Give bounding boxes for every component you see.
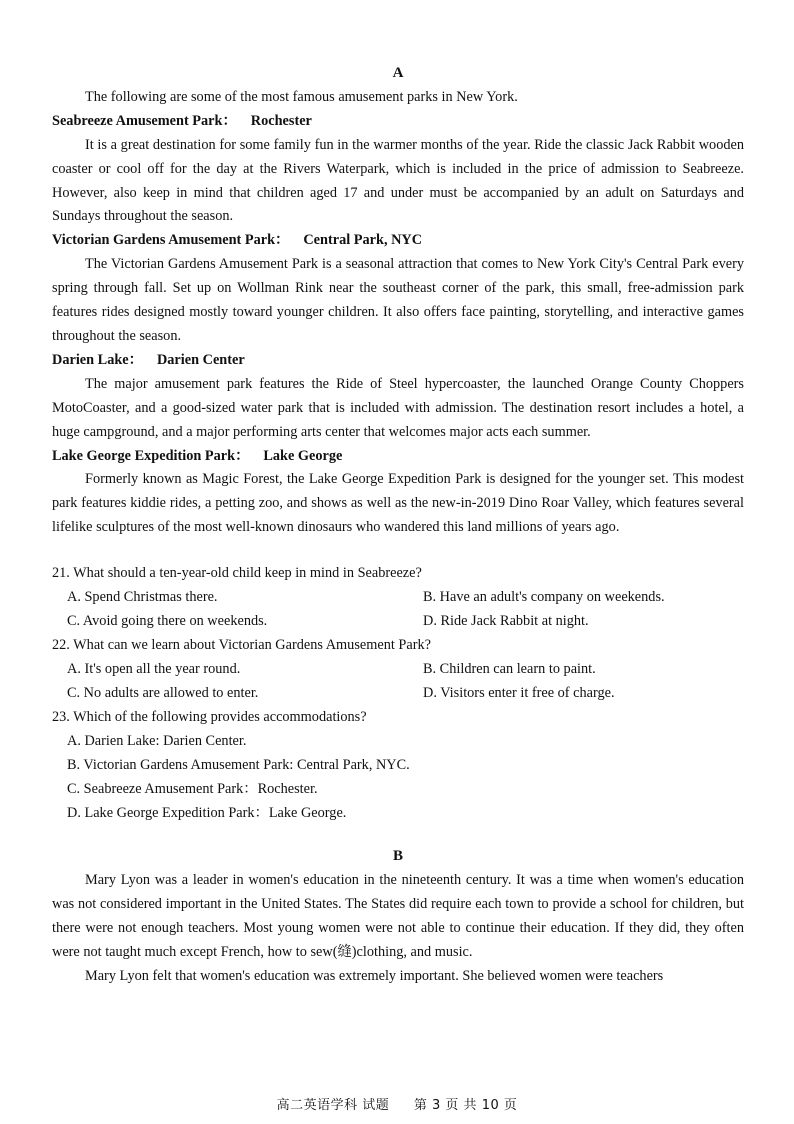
- option-a: A. Spend Christmas there.: [67, 589, 218, 606]
- park-description-darien: The major amusement park features the Ride of Steel hypercoaster, the launched Orange County Choppers MotoCoaster, and a good-sized water park that is included with admission. The destination resort includes a hotel, a huge campground, and a major performing arts center that welcomes major acts each summer.: [52, 375, 744, 440]
- park-location: Rochester: [250, 112, 312, 129]
- footer-subject: 高二英语学科 试题: [276, 1098, 390, 1113]
- option-c: C. Seabreeze Amusement Park：Rochester.: [67, 780, 318, 797]
- option-b: B. Have an adult's company on weekends.: [423, 589, 665, 606]
- park-name: Darien Lake：: [52, 351, 143, 368]
- park-name: Victorian Gardens Amusement Park：: [52, 232, 290, 249]
- option-d: D. Lake George Expedition Park：Lake George.: [67, 804, 347, 821]
- passage-b-paragraph: Mary Lyon felt that women's education was extremely important. She believed women were teachers: [85, 968, 664, 984]
- park-description-victorian: The Victorian Gardens Amusement Park is a seasonal attraction that comes to New York City's Central Park every spring through fall. Set up on Wollman Rink near the southeast corner of the park, this small, free-admission park features rides designed mostly toward younger children. It also offers face painting, storytelling, and interactive games throughout the season.: [52, 256, 744, 344]
- park-location: Lake George: [263, 447, 343, 464]
- option-b: B. Victorian Gardens Amusement Park: Central Park, NYC.: [67, 756, 410, 773]
- park-heading-seabreeze: [52, 110, 744, 134]
- intro-paragraph: The following are some of the most famous amusement parks in New York.: [85, 88, 518, 105]
- park-location: Darien Center: [156, 351, 245, 368]
- option-d: D. Visitors enter it free of charge.: [423, 684, 615, 701]
- options-row: [52, 610, 744, 634]
- question-23: 23. Which of the following provides accommodations?: [52, 708, 367, 725]
- options-row: [52, 682, 744, 706]
- park-heading-victorian: [52, 229, 744, 253]
- park-description-seabreeze: It is a great destination for some family fun in the warmer months of the year. Ride the classic Jack Rabbit wooden coaster or cool off for the day at the Rivers Waterpark, which is included in the price of admission to Seabreeze. However, also keep in mind that children aged 17 and under must be accompanied by an adult on Saturdays and Sundays throughout the season.: [52, 136, 744, 225]
- park-location: Central Park, NYC: [303, 232, 423, 249]
- options-row: [52, 586, 744, 610]
- question-21: 21. What should a ten-year-old child keep in mind in Seabreeze?: [52, 565, 422, 582]
- spacer: [52, 540, 744, 562]
- option-b: B. Children can learn to paint.: [423, 660, 596, 677]
- section-b-title: B: [392, 848, 403, 865]
- option-d: D. Ride Jack Rabbit at night.: [423, 613, 589, 630]
- option-c: C. No adults are allowed to enter.: [67, 684, 259, 701]
- park-description-lake-george: Formerly known as Magic Forest, the Lake George Expedition Park is designed for the younger set. This modest park features kiddie rides, a petting zoo, and shows as well as the new-in-2019 Dino Roar Valley, which features several lifelike sculptures of the most well-known dinosaurs who wandered this land millions of years ago.: [52, 471, 744, 536]
- park-heading-lake-george: [52, 445, 744, 469]
- park-name: Lake George Expedition Park：: [52, 447, 250, 464]
- park-name: Seabreeze Amusement Park：: [52, 112, 237, 129]
- section-a-title: A: [392, 65, 404, 81]
- passage-b-paragraph: Mary Lyon was a leader in women's education in the nineteenth century. It was a time when women's education was not considered important in the United States. The States did require each town to provide a school for children, but there were not enough teachers. Most young women were not able to continue their education. If they did, they often were not taught much except French, how to sew(缝)clothing, and music.: [52, 872, 744, 961]
- spacer: [52, 825, 744, 845]
- option-c: C. Avoid going there on weekends.: [67, 613, 268, 630]
- option-a: A. Darien Lake: Darien Center.: [67, 732, 247, 749]
- footer-page-number: 第 3 页 共 10 页: [413, 1098, 518, 1113]
- options-row: [52, 658, 744, 682]
- question-22: 22. What can we learn about Victorian Gardens Amusement Park?: [52, 637, 431, 654]
- page-content: [52, 62, 744, 989]
- page-footer: [0, 1094, 794, 1113]
- park-heading-darien: [52, 349, 744, 373]
- option-a: A. It's open all the year round.: [67, 660, 241, 677]
